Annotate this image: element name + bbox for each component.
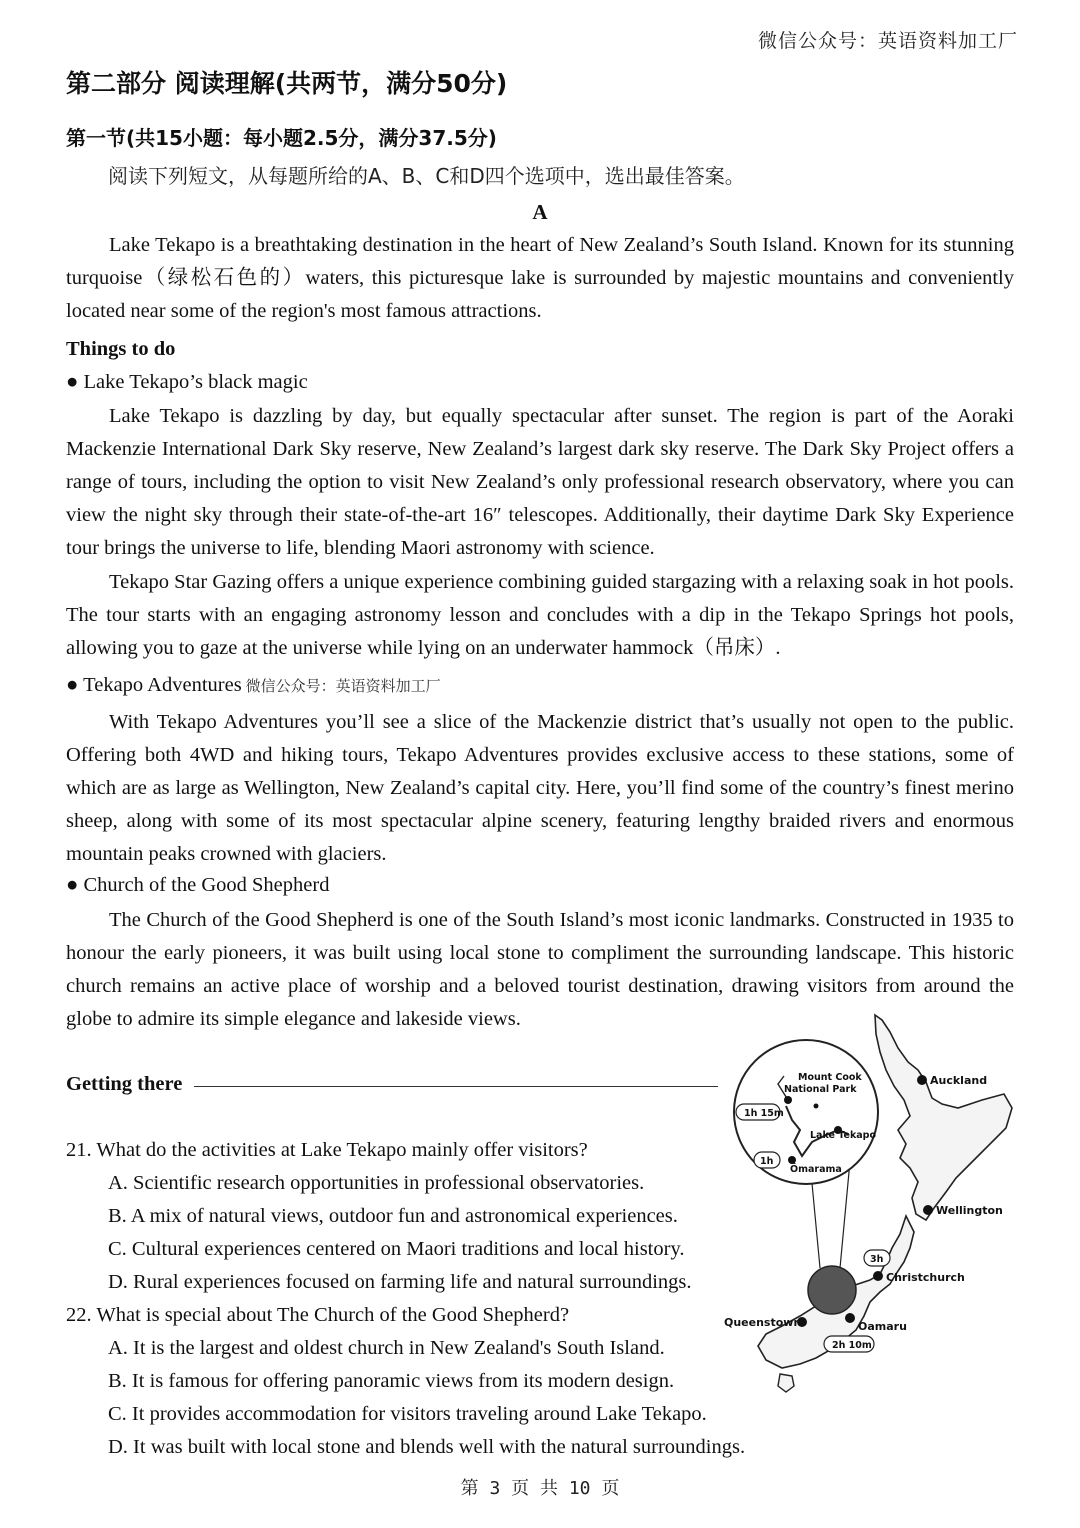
item3-bullet: ● Church of the Good Shepherd	[66, 874, 330, 896]
section-title: 第一节(共15小题：每小题2.5分，满分37.5分)	[66, 126, 497, 150]
item1-bullet: ● Lake Tekapo’s black magic	[66, 371, 308, 393]
question-22-stem: 22. What is special about The Church of the Good Shepherd?	[66, 1304, 570, 1326]
stewart-island-shape	[778, 1374, 794, 1392]
omarama-label: Ōmarama	[790, 1164, 842, 1175]
time-1h15m-label: 1h 15m	[744, 1108, 784, 1119]
item2-paragraph: With Tekapo Adventures you’ll see a slice of the Mackenzie district that’s usually not open to the public. Offering both 4WD and hiking tours, Tekapo Adventures provides exclusive access to these stations, some of which are as large as Wellington, New Zealand’s capital city. Here, you’ll find some of the country’s finest merino sheep, along with some of its most spectacular alpine scenery, featuring lengthy braided rivers and enormous mountain peaks crowned with glaciers.	[66, 711, 1014, 865]
auckland-dot	[917, 1075, 927, 1085]
new-zealand-map	[720, 1012, 1020, 1402]
question-21-option-d: D. Rural experiences focused on farming life and natural surroundings.	[108, 1271, 692, 1293]
wellington-label: Wellington	[936, 1204, 1003, 1217]
oamaru-dot	[845, 1313, 855, 1323]
mackenzie-region-marker	[808, 1266, 856, 1314]
item1-paragraph-1: Lake Tekapo is dazzling by day, but equally spectacular after sunset. The region is part of the Aoraki Mackenzie International Dark Sky reserve, New Zealand’s largest dark sky reserve. The Dark Sky Project offers a range of tours, including the option to visit New Zealand’s only professional research observatory, where you can view the night sky through their state-of-the-art 16″ telescopes. Additionally, their daytime Dark Sky Experience tour brings the universe to life, blending Maori astronomy with science.	[66, 405, 1014, 559]
item2-bullet-line	[66, 674, 441, 697]
page-footer: 第 3 页 共 10 页	[460, 1478, 620, 1499]
question-22-option-c: C. It provides accommodation for visitors traveling around Lake Tekapo.	[108, 1403, 707, 1425]
time-1h-label: 1h	[760, 1156, 774, 1167]
map-svg	[720, 1012, 1020, 1402]
park-dot	[814, 1104, 819, 1109]
inset-title-line1: Mount Cook	[798, 1072, 862, 1083]
answer-blank-line	[194, 1086, 718, 1087]
passage-label: A	[532, 200, 548, 224]
mount-cook-dot	[784, 1096, 792, 1104]
question-22-option-a: A. It is the largest and oldest church in New Zealand's South Island.	[108, 1337, 665, 1359]
christchurch-dot	[873, 1271, 883, 1281]
question-21-option-a: A. Scientific research opportunities in professional observatories.	[108, 1172, 645, 1194]
omarama-dot	[788, 1156, 796, 1164]
question-22-option-b: B. It is famous for offering panoramic views from its modern design.	[108, 1370, 675, 1392]
things-heading: Things to do	[66, 338, 176, 360]
question-21-option-b: B. A mix of natural views, outdoor fun and astronomical experiences.	[108, 1205, 678, 1227]
time-3h-label: 3h	[870, 1254, 884, 1265]
intro-paragraph: Lake Tekapo is a breathtaking destination in the heart of New Zealand’s South Island. Known for its stunning turquoise（绿松石色的）waters, this picturesque lake is surrounded by majestic mountains and conveniently located near some of the region's most famous attractions.	[66, 234, 1014, 322]
part-title: 第二部分 阅读理解(共两节，满分50分)	[66, 69, 508, 98]
question-22-option-d: D. It was built with local stone and blends well with the natural surroundings.	[108, 1436, 746, 1458]
item2-bullet: ● Tekapo Adventures	[66, 674, 242, 696]
item1-paragraph-2: Tekapo Star Gazing offers a unique experience combining guided stargazing with a relaxing soak in hot pools. The tour starts with an engaging astronomy lesson and concludes with a dip in the Tekapo Springs hot pools, allowing you to gaze at the universe while lying on an underwater hammock（吊床）.	[66, 571, 1014, 659]
oamaru-label: Oamaru	[858, 1320, 907, 1333]
instruction: 阅读下列短文，从每题所给的A、B、C和D四个选项中，选出最佳答案。	[108, 164, 745, 188]
question-21-stem: 21. What do the activities at Lake Tekapo mainly offer visitors?	[66, 1139, 588, 1161]
inset-title-line2: National Park	[784, 1084, 857, 1095]
north-island-shape	[875, 1015, 1012, 1220]
queenstown-label: Queenstown	[724, 1316, 802, 1329]
header-watermark: 微信公众号：英语资料加工厂	[757, 30, 1018, 52]
time-2h10m-label: 2h 10m	[832, 1340, 872, 1351]
lake-tekapo-label: Lake Tekapo	[810, 1130, 876, 1141]
inline-watermark: 微信公众号：英语资料加工厂	[245, 677, 441, 695]
item3-paragraph: The Church of the Good Shepherd is one of the South Island’s most iconic landmarks. Constructed in 1935 to honour the early pioneers, it was built using local stone to compliment the surrounding landscape. This historic church remains an active place of worship and a beloved tourist destination, drawing visitors from around the globe to admire its simple elegance and lakeside views.	[66, 909, 1014, 1030]
christchurch-label: Christchurch	[886, 1271, 965, 1284]
wellington-dot	[923, 1205, 933, 1215]
auckland-label: Auckland	[930, 1074, 988, 1087]
question-21-option-c: C. Cultural experiences centered on Maori traditions and local history.	[108, 1238, 685, 1260]
getting-there-heading: Getting there	[66, 1073, 183, 1095]
